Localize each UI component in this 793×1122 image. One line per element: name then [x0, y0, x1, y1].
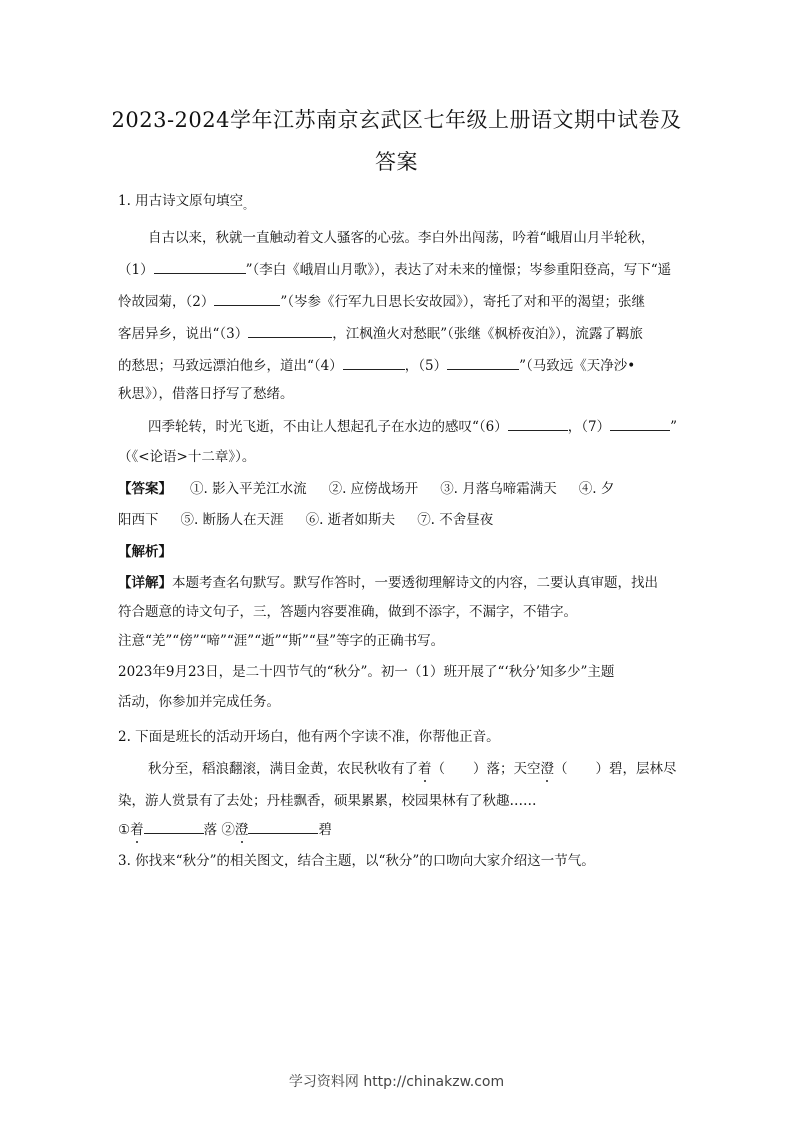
- blank-4[interactable]: [343, 357, 405, 370]
- blank-3[interactable]: [248, 325, 332, 338]
- footer-watermark: 学习资料网 http://chinakzw.com: [288, 1074, 505, 1090]
- q1-p1-line5: [118, 357, 678, 375]
- blank-6[interactable]: [508, 418, 568, 431]
- answer-6: ⑥. 逝者如斯夫: [305, 512, 396, 528]
- detail-line2: 符合题意的诗文句子，三，答题内容要准确，做到不添字，不漏字，不错字。: [118, 604, 577, 620]
- detail-label: 【详解】: [118, 575, 172, 591]
- q2-text-c: ）落；天空: [473, 761, 541, 777]
- page-title-line2: 答案: [375, 150, 418, 174]
- q2-text-a: 秋分至，稻浪翻滚，满目金黄，农民秋收有了: [148, 761, 418, 777]
- q2-answer-mid: 落 ②: [203, 822, 235, 838]
- q1-p1-line3-b: ”（岑参《行军九日思长安故园》），寄托了对和平的渴望；张继: [280, 294, 645, 310]
- blank-7[interactable]: [610, 418, 670, 431]
- answer-4-start: ④. 夕: [578, 481, 615, 497]
- answer-4-end: 阳西下: [118, 512, 159, 528]
- q1-p1-line5-c: ”（马致远《天净沙•: [519, 358, 636, 374]
- dotted-char-cheng: 澄: [540, 761, 554, 777]
- answer-2: ②. 应傍战场开: [328, 481, 419, 497]
- q1-p2-line1-a: 四季轮转，时光飞逝，不由让人想起孔子在水边的感叹“（6）: [148, 419, 508, 435]
- q2-paren-open-1: （: [431, 761, 445, 777]
- q1-p2-line2: （《<论语>十二章》）。: [118, 449, 256, 465]
- q1-p1-line3-a: 怜故园菊，（2）: [118, 294, 215, 310]
- q2-answer-char-zhuo: 着: [130, 822, 144, 838]
- q2-passage-line2: 染，游人赏景有了去处；丹桂飘香，硕果累累，校园果林有了秋趣……: [118, 793, 537, 809]
- q2-heading: 2. 下面是班长的活动开场白，他有两个字读不准，你帮他正音。: [118, 729, 500, 745]
- q1-p1-line2: [118, 261, 678, 279]
- q2-answer-num-1: ①: [118, 822, 131, 838]
- analysis-label: 【解析】: [118, 544, 172, 560]
- answer-7: ⑦. 不舍昼夜: [417, 512, 494, 528]
- q2-answer-blank-1[interactable]: [144, 821, 204, 834]
- q1-p2-line1-c: ”: [670, 419, 677, 435]
- answer-1: ①. 影入平羌江水流: [190, 481, 307, 497]
- q1-p1-line6: 秋思》），借落日抒写了愁绪。: [118, 386, 294, 402]
- q1-heading-mark: 。: [243, 201, 254, 212]
- q2-answer-end: 碧: [318, 822, 332, 838]
- q1-p1-line1: 自古以来，秋就一直触动着文人骚客的心弦。李白外出闯荡，吟着“峨眉山月半轮秋，: [148, 230, 655, 246]
- intro-line2: 活动，你参加并完成任务。: [118, 694, 280, 710]
- blank-1[interactable]: [154, 261, 246, 274]
- dotted-char-zhuo: 着: [418, 761, 432, 777]
- detail-line1: [118, 574, 678, 592]
- q1-p1-line2-a: （1）: [118, 262, 154, 278]
- intro-line1: 2023年9月23日，是二十四节气的“秋分”。初一（1）班开展了“‘秋分’知多少”主题: [118, 664, 615, 680]
- answer-5: ⑤. 断肠人在天涯: [180, 512, 284, 528]
- detail-note: 注意“羌”“傍”“啼”“涯”“逝”“斯”“昼”等字的正确书写。: [118, 633, 445, 649]
- q2-passage-line1: [148, 760, 708, 778]
- q1-heading-text: 1. 用古诗文原句填空: [118, 193, 244, 209]
- q1-p1-line5-b: ，（5）: [404, 358, 448, 374]
- q2-answer-char-cheng: 澄: [234, 822, 249, 838]
- q1-p1-line2-b: ”（李白《峨眉山月歌》），表达了对未来的憧憬；岑参重阳登高，写下“遥: [245, 262, 672, 278]
- answer-3: ③. 月落乌啼霜满天: [440, 481, 557, 497]
- answer-line1: [118, 480, 678, 498]
- q1-p1-line3: [118, 293, 678, 311]
- blank-2[interactable]: [214, 293, 280, 306]
- page-title-line1: 2023-2024学年江苏南京玄武区七年级上册语文期中试卷及: [111, 108, 682, 132]
- detail-text-1: 本题考查名句默写。默写作答时，一要透彻理解诗文的内容，二要认真审题，找出: [172, 575, 658, 591]
- q1-p1-line5-a: 的愁思；马致远漂泊他乡，道出“（4）: [118, 358, 343, 374]
- q2-text-e: ）碧，层林尽: [595, 761, 677, 777]
- q3-heading: 3. 你找来“秋分”的相关图文，结合主题，以“秋分”的口吻向大家介绍这一节气。: [118, 853, 595, 869]
- blank-5[interactable]: [447, 357, 519, 370]
- q1-p1-line4-a: 客居异乡，说出“（3）: [118, 326, 249, 342]
- answer-line2: [118, 511, 678, 529]
- answer-label: 【答案】: [118, 481, 172, 497]
- q1-heading: [118, 192, 678, 216]
- q1-p2-line1-b: ，（7）: [567, 419, 611, 435]
- q1-p1-line4-b: ，江枫渔火对愁眠”（张继《枫桥夜泊》），流露了羁旅: [332, 326, 643, 342]
- q2-answer-line: [118, 821, 678, 839]
- q2-paren-open-2: （: [554, 761, 568, 777]
- q1-p2-line1: [148, 418, 708, 436]
- q2-answer-blank-2[interactable]: [248, 821, 318, 834]
- q1-p1-line4: [118, 325, 678, 343]
